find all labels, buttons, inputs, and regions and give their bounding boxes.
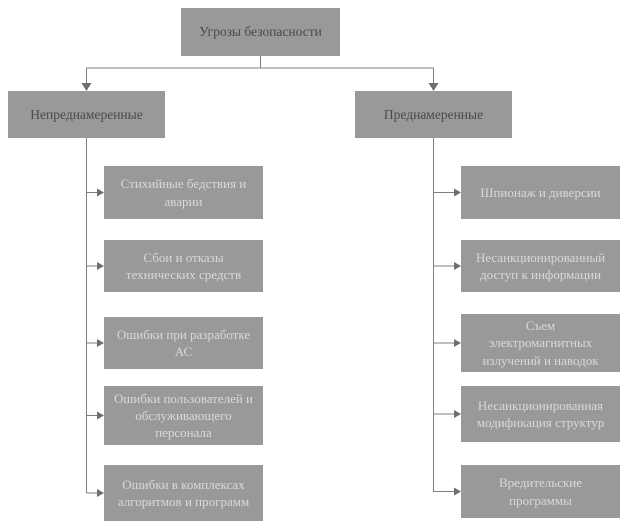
child-box-hardware-failures: Сбои и отказы технических средств: [104, 240, 263, 292]
child-box-development-errors: Ошибки при разработке АС: [104, 317, 263, 369]
child-box-natural-disasters: Стихийные бедствия и аварии: [104, 166, 263, 219]
root-box-security-threats: Угрозы безопасности: [181, 8, 340, 56]
child-box-espionage-sabotage: Шпионаж и диверсии: [461, 166, 620, 219]
child-box-unauthorized-modification: Несанкционированная модификация структур: [461, 386, 620, 442]
branch-box-unintentional: Непреднамеренные: [8, 91, 165, 138]
child-box-algorithm-program-errors: Ошибки в комплексах алгоритмов и программ: [104, 465, 263, 521]
child-box-unauthorized-access: Несанкционированный доступ к информации: [461, 240, 620, 292]
child-box-malicious-programs: Вредительские программы: [461, 465, 620, 518]
child-box-em-emission-interception: Съем электромагнитных излучений и наводок: [461, 314, 620, 372]
branch-box-intentional: Преднамеренные: [355, 91, 512, 138]
child-box-user-staff-errors: Ошибки пользователей и обслуживающего персонала: [104, 386, 263, 445]
